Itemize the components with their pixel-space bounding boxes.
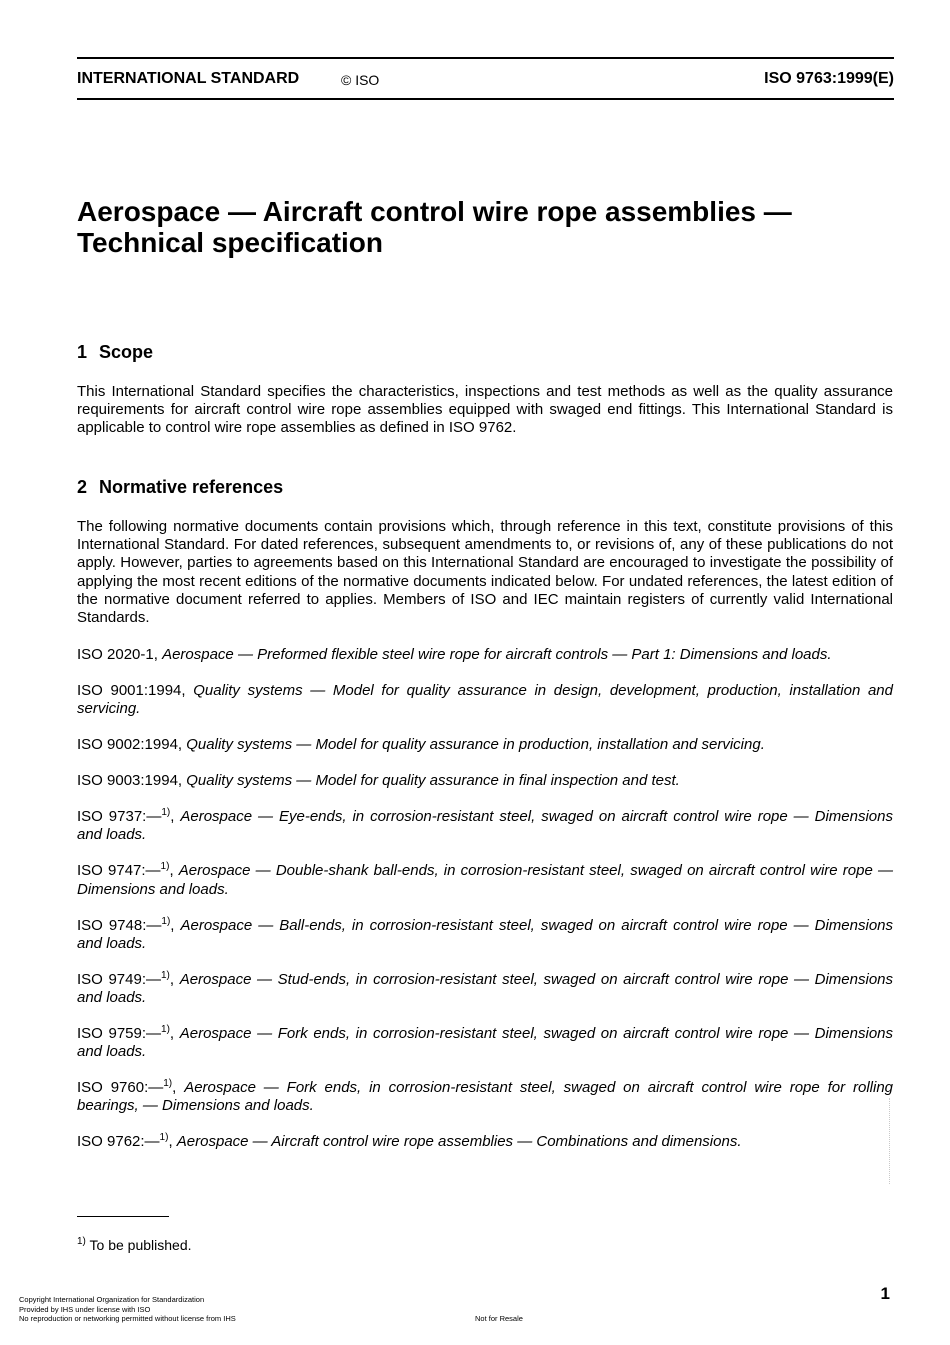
reference-title: Aerospace — Aircraft control wire rope assemblies — Combinations and dimensions. (176, 1133, 742, 1151)
reference-item (77, 862, 893, 898)
reference-code: ISO 9760:— (77, 1079, 164, 1097)
reference-title: Quality systems — Model for quality assurance in production, installation and servicing. (186, 736, 765, 754)
reference-footnote-marker: 1) (161, 969, 170, 981)
reference-item (77, 917, 893, 953)
reference-separator: , (169, 862, 179, 880)
reference-code: ISO 9003:1994 (77, 772, 178, 790)
document-title (77, 196, 894, 258)
reference-footnote-marker: 1) (161, 807, 171, 819)
reference-separator: , (172, 1079, 185, 1097)
footnote-separator (77, 1216, 169, 1217)
reference-title: Aerospace — Fork ends, in corrosion-resistant steel, swaged on aircraft control wire rope for rolling bearings, — Dimensions and loads. (77, 1079, 893, 1115)
reference-list (77, 646, 893, 1169)
reference-footnote-marker: 1) (163, 1078, 173, 1090)
reference-separator: , (177, 736, 187, 754)
header-bottom-rule (77, 98, 894, 100)
references-intro-paragraph: The following normative documents contain provisions which, through reference in this text, constitute provisions of this International Standard. For dated references, subsequent amendments to, or revisions of, any of these publications do not apply. However, parties to agreements based on this International Standard are encouraged to investigate the possibility of applying the most recent editions of the normative documents indicated below. For undated references, the latest edition of the normative document referred to applies. Members of ISO and IEC maintain registers of currently valid International Standards. (77, 518, 893, 627)
reference-footnote-marker: 1) (159, 1132, 169, 1144)
section-number: 2 (77, 477, 88, 497)
reference-title: Quality systems — Model for quality assurance in design, development, production, installation and servicing. (77, 682, 893, 718)
reference-separator: , (177, 772, 187, 790)
reference-separator: , (153, 646, 163, 663)
reference-item (77, 1133, 893, 1151)
reference-separator: , (170, 808, 181, 826)
reference-item (77, 808, 893, 844)
reference-code: ISO 9001:1994 (77, 682, 182, 699)
reference-code: ISO 9762:— (77, 1133, 160, 1151)
reference-item (77, 1025, 893, 1061)
section-heading-scope (77, 341, 153, 363)
reference-code: ISO 2020-1 (77, 646, 154, 663)
copyright-line: Copyright International Organization for Standardization (19, 1295, 205, 1304)
reference-item (77, 971, 893, 1007)
header-document-number: ISO 9763:1999(E) (764, 70, 894, 87)
footnote (77, 1236, 192, 1254)
header-document-type: INTERNATIONAL STANDARD (77, 70, 300, 87)
reference-code: ISO 9749:— (77, 970, 161, 988)
not-for-resale-notice: Not for Resale (475, 1314, 523, 1323)
page-number: 1 (880, 1284, 890, 1303)
page-header (77, 70, 894, 92)
copyright-line: No reproduction or networking permitted without license from IHS (19, 1314, 236, 1323)
reference-separator: , (169, 1025, 180, 1043)
reference-code: ISO 9748:— (77, 916, 162, 934)
reference-item (77, 1079, 893, 1115)
section-title: Scope (99, 342, 154, 362)
header-copyright: © ISO (341, 72, 380, 88)
reference-title: Aerospace — Stud-ends, in corrosion-resistant steel, swaged on aircraft control wire rope — Dimensions and loads. (77, 970, 894, 1007)
reference-footnote-marker: 1) (161, 1024, 170, 1036)
section-heading-normative-references (77, 476, 283, 498)
reference-separator: , (170, 916, 181, 934)
reference-title: Aerospace — Ball-ends, in corrosion-resistant steel, swaged on aircraft control wire rope — Dimensions and loads. (77, 916, 894, 952)
copyright-notice (19, 1295, 236, 1324)
copyright-line: Provided by IHS under license with ISO (19, 1304, 151, 1314)
reference-footnote-marker: 1) (161, 915, 171, 927)
reference-item (77, 646, 893, 664)
title-line-1: Aerospace — Aircraft control wire rope assemblies — (77, 196, 792, 227)
reference-separator: , (181, 682, 194, 699)
reference-code: ISO 9747:— (77, 862, 161, 880)
reference-separator: , (169, 970, 180, 988)
reference-title: Quality systems — Model for quality assurance in final inspection and test. (186, 772, 680, 790)
section-number: 1 (77, 342, 88, 362)
reference-item (77, 682, 893, 718)
reference-footnote-marker: 1) (160, 861, 170, 873)
scope-paragraph: This International Standard specifies the characteristics, inspections and test methods as well as the quality assurance requirements for aircraft control wire rope assemblies equipped with swaged end fittings. This International Standard is applicable to control wire rope assemblies as defined in ISO 9762. (77, 383, 893, 437)
header-top-rule (77, 57, 894, 59)
reference-item (77, 736, 893, 754)
reference-title: Aerospace — Eye-ends, in corrosion-resistant steel, swaged on aircraft control wire rope — Dimensions and loads. (77, 808, 893, 844)
footnote-text: To be published. (85, 1237, 192, 1253)
reference-title: Aerospace — Double-shank ball-ends, in corrosion-resistant steel, swaged on aircraft control wire rope — Dimensions and loads. (77, 862, 893, 898)
reference-separator: , (168, 1133, 177, 1151)
reference-code: ISO 9759:— (77, 1025, 162, 1043)
margin-dotted-mark (889, 1098, 894, 1184)
reference-title: Aerospace — Fork ends, in corrosion-resistant steel, swaged on aircraft control wire rope — Dimensions and loads. (77, 1025, 894, 1061)
footnote-marker: 1) (77, 1236, 86, 1247)
title-line-2: Technical specification (77, 227, 384, 258)
reference-code: ISO 9737:— (77, 808, 162, 826)
reference-code: ISO 9002:1994 (77, 736, 178, 754)
reference-item (77, 772, 893, 790)
reference-title: Aerospace — Preformed flexible steel wire rope for aircraft controls — Part 1: Dimensions and loads. (162, 646, 832, 663)
section-title: Normative references (99, 477, 284, 497)
